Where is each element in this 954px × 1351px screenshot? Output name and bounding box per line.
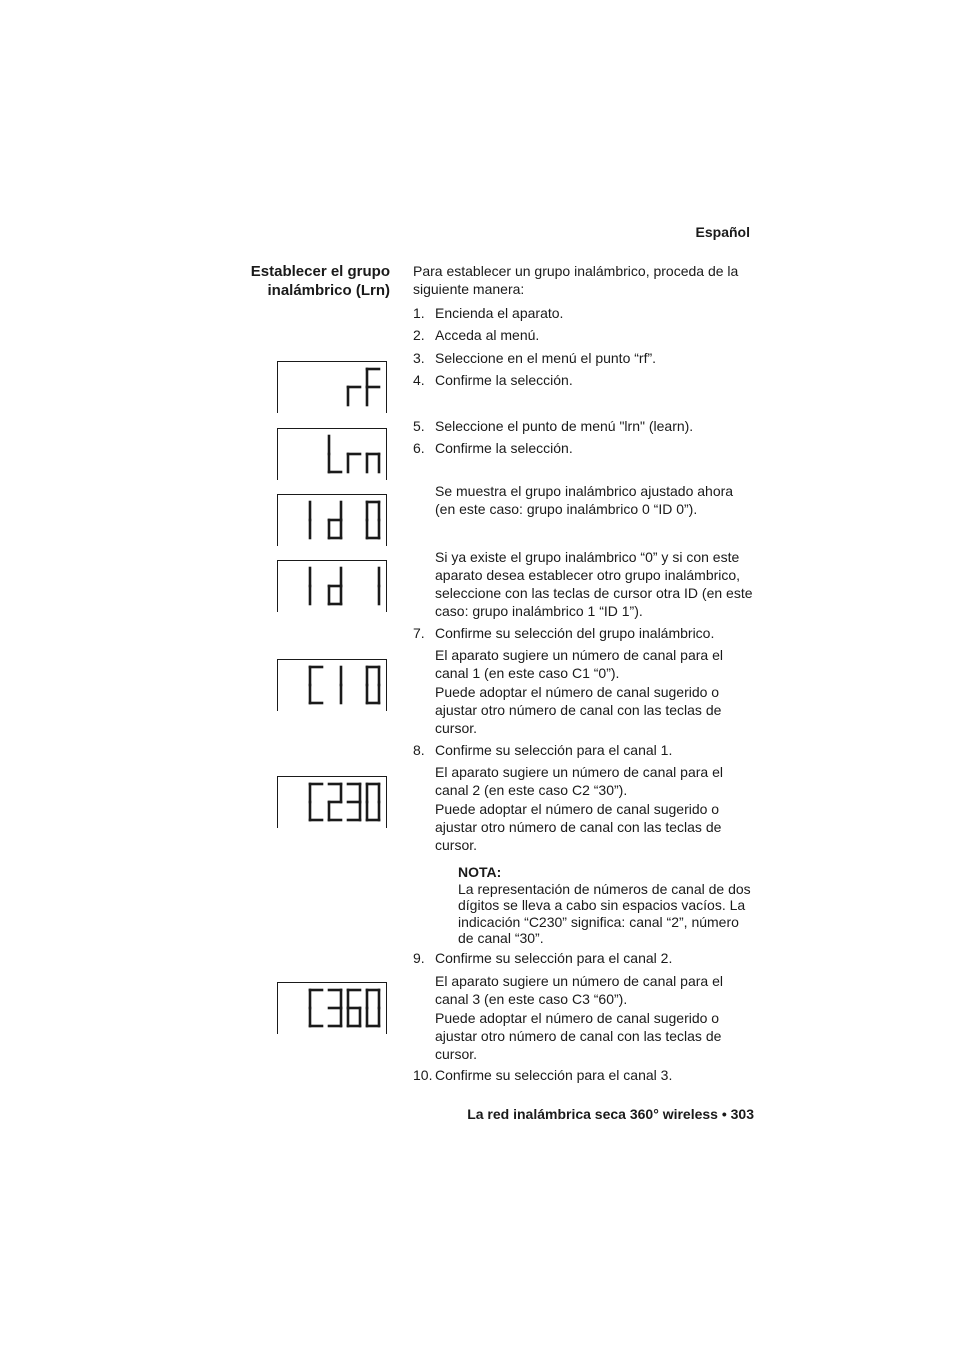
section-title-line2: inalámbrico (Lrn) [267, 282, 390, 299]
lcd-digit [310, 784, 322, 820]
lcd-svg [277, 560, 387, 612]
lcd-digit [310, 667, 322, 703]
lcd-display-lrn [277, 428, 387, 480]
step-number: 5. [413, 418, 425, 434]
step-number: 7. [413, 625, 425, 641]
step-number: 8. [413, 742, 425, 758]
step-number: 6. [413, 440, 425, 456]
lcd-svg [277, 494, 387, 546]
lcd-digit [367, 369, 379, 405]
lcd-digit [348, 387, 360, 405]
lcd-svg [277, 659, 387, 711]
lcd-digit [310, 990, 322, 1026]
step-number: 4. [413, 372, 425, 388]
lcd-svg [277, 982, 387, 1034]
lcd-digit [367, 990, 379, 1026]
step-text: Confirme su selección para el canal 3. [435, 1067, 673, 1083]
paragraph-other-group: Si ya existe el grupo inalámbrico “0” y si con este aparato desea establecer otro grupo inalámbrico, seleccione con las teclas de cursor otra ID (en este caso: grupo inalámbrico 1 “ID 1”). [435, 549, 753, 619]
step-text: Confirme su selección del grupo inalámbrico. [435, 625, 715, 641]
section-title-line1: Establecer el grupo [250, 263, 390, 280]
lcd-display-rf [277, 361, 387, 413]
note-box [458, 864, 758, 947]
lcd-digit [367, 784, 379, 820]
lcd-digit [348, 784, 360, 820]
paragraph-ch3-suggest: El aparato sugiere un número de canal para el canal 3 (en este caso C3 “60”). [435, 973, 723, 1007]
note-label: NOTA: [458, 864, 502, 880]
lcd-display-c10 [277, 659, 387, 711]
lcd-digit [329, 502, 341, 538]
lcd-display-id0 [277, 494, 387, 546]
lcd-svg [277, 361, 387, 413]
lcd-digit [329, 436, 341, 472]
step-text: Confirme su selección para el canal 2. [435, 950, 673, 966]
note-text: La representación de números de canal de dos dígitos se lleva a cabo sin espacios vacíos. La indicación “C230” significa: canal “2”, número de canal “30”. [458, 880, 751, 946]
intro-paragraph: Para establecer un grupo inalámbrico, proceda de la siguiente manera: [413, 263, 739, 297]
step-text: Acceda al menú. [435, 327, 540, 343]
page-footer: La red inalámbrica seca 360° wireless • 303 [467, 1106, 754, 1122]
lcd-display-id1 [277, 560, 387, 612]
lcd-digit [329, 784, 341, 820]
paragraph-group-shown: Se muestra el grupo inalámbrico ajustado ahora (en este caso: grupo inalámbrico 0 “ID 0”). [435, 483, 734, 517]
section-title [200, 262, 390, 300]
step-text: Confirme la selección. [435, 372, 573, 388]
lcd-svg [277, 428, 387, 480]
lcd-svg [277, 776, 387, 828]
step-number: 10. [413, 1067, 433, 1083]
step-number: 1. [413, 305, 425, 321]
lcd-display-c230 [277, 776, 387, 828]
paragraph-ch1-adopt: Puede adoptar el número de canal sugerido o ajustar otro número de canal con las teclas de cursor. [435, 684, 722, 736]
step-text: Confirme la selección. [435, 440, 573, 456]
paragraph-ch3-adopt: Puede adoptar el número de canal sugerido o ajustar otro número de canal con las teclas de cursor. [435, 1010, 722, 1062]
lcd-digit [329, 990, 341, 1026]
step-number: 2. [413, 327, 425, 343]
lcd-digit [348, 454, 360, 472]
step-text: Encienda el aparato. [435, 305, 564, 321]
lcd-digit [367, 454, 379, 472]
lcd-digit [367, 502, 379, 538]
step-number: 3. [413, 350, 425, 366]
step-text: Confirme su selección para el canal 1. [435, 742, 673, 758]
lcd-digit [348, 990, 360, 1026]
language-label: Español [695, 224, 750, 240]
step-text: Seleccione en el menú el punto “rf”. [435, 350, 657, 366]
lcd-display-c360 [277, 982, 387, 1034]
step-number: 9. [413, 950, 425, 966]
lcd-digit [367, 667, 379, 703]
paragraph-ch1-suggest: El aparato sugiere un número de canal para el canal 1 (en este caso C1 “0”). [435, 647, 723, 681]
lcd-digit [329, 568, 341, 604]
paragraph-ch2-adopt: Puede adoptar el número de canal sugerido o ajustar otro número de canal con las teclas de cursor. [435, 801, 722, 853]
step-text: Seleccione el punto de menú "lrn" (learn). [435, 418, 694, 434]
paragraph-ch2-suggest: El aparato sugiere un número de canal para el canal 2 (en este caso C2 “30”). [435, 764, 723, 798]
